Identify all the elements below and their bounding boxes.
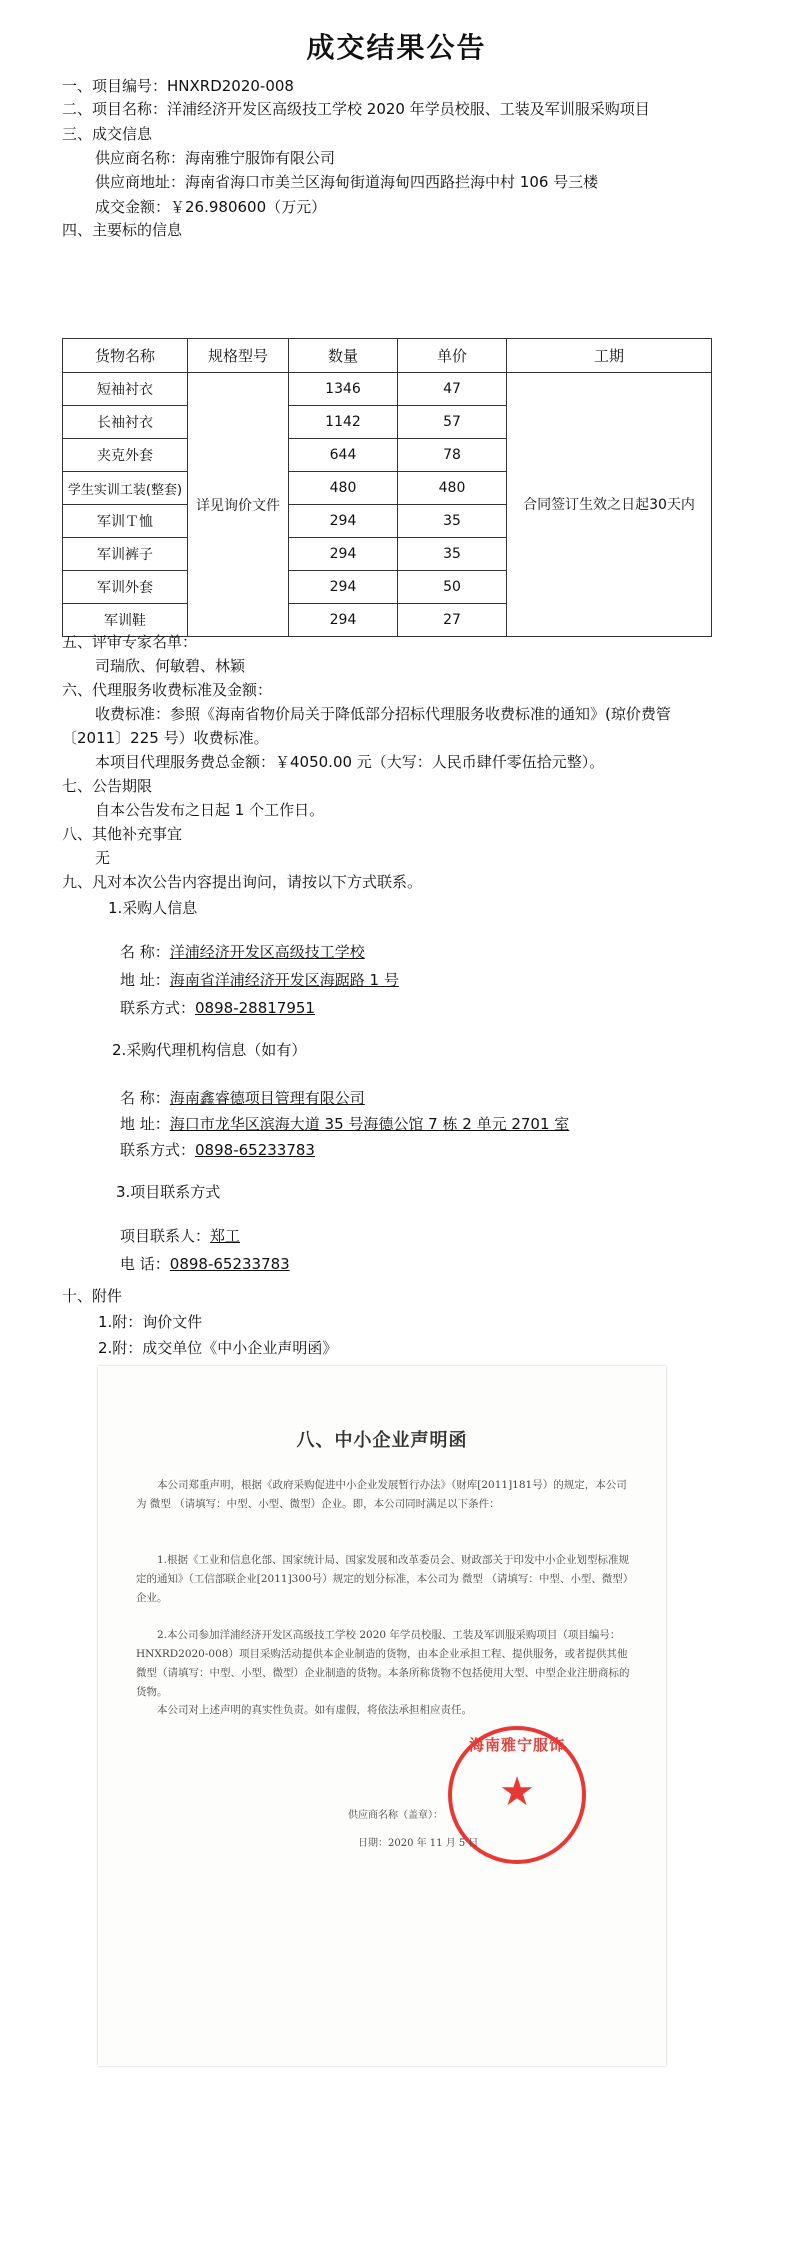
goods-name-cell: 学生实训工装(整套) — [63, 472, 188, 505]
project-number: 一、项目编号：HNXRD2020-008 — [62, 77, 294, 95]
spec-cell: 详见询价文件 — [188, 373, 289, 637]
unit-price-cell: 78 — [398, 439, 507, 472]
section-contact: 九、凡对本次公告内容提出询问，请按以下方式联系。 — [62, 873, 423, 891]
col-period: 工期 — [507, 339, 712, 373]
other-content: 无 — [95, 849, 111, 867]
project-contact-title: 3.项目联系方式 — [116, 1183, 221, 1201]
purchaser-name-value: 洋浦经济开发区高级技工学校 — [169, 943, 365, 961]
purchaser-tel: 联系方式：0898-28817951 — [120, 999, 315, 1017]
agency-name-value: 海南鑫睿德项目管理有限公司 — [169, 1089, 365, 1107]
attachment-inquiry-doc[interactable]: 1.附：询价文件 — [98, 1313, 203, 1331]
deal-amount: 成交金额：￥26.980600（万元） — [95, 198, 327, 216]
quantity-cell: 294 — [289, 538, 398, 571]
declaration-paragraph-2: 1.根据《工业和信息化部、国家统计局、国家发展和改革委员会、财政部关于印发中小企业划型标准规定的通知》（工信部联企业[2011]300号）规定的划分标准，本公司为 微型 （请填写：中型、小型、微型）企业。 — [136, 1554, 630, 1604]
agency-name: 名 称：海南鑫睿德项目管理有限公司 — [120, 1089, 365, 1107]
goods-table — [62, 338, 712, 637]
agency-address: 地 址：海口市龙华区滨海大道 35 号海德公馆 7 栋 2 单元 2701 室 — [120, 1115, 570, 1133]
table-header-row — [63, 339, 712, 373]
goods-name-cell: 军训外套 — [63, 571, 188, 604]
unit-price-cell: 480 — [398, 472, 507, 505]
declaration-paragraph-4: 本公司对上述声明的真实性负责。如有虚假，将依法承担相应责任。 — [157, 1704, 472, 1716]
project-contact-person: 项目联系人：郑工 — [120, 1227, 241, 1245]
page-title: 成交结果公告 — [306, 31, 487, 64]
expert-list: 司瑞欣、何敏碧、林颖 — [95, 657, 246, 675]
section-other: 八、其他补充事宜 — [62, 825, 183, 843]
col-quantity: 数量 — [289, 339, 398, 373]
section-agency-fee: 六、代理服务收费标准及金额： — [62, 681, 273, 699]
section-notice-period: 七、公告期限 — [62, 777, 153, 795]
col-spec: 规格型号 — [188, 339, 289, 373]
goods-name-cell: 长袖衬衣 — [63, 406, 188, 439]
goods-name-cell: 军训鞋 — [63, 604, 188, 637]
goods-name-cell: 军训裤子 — [63, 538, 188, 571]
fee-standard-line1: 收费标准：参照《海南省物价局关于降低部分招标代理服务收费标准的通知》(琼价费管 — [95, 705, 671, 723]
agency-address-value: 海口市龙华区滨海大道 35 号海德公馆 7 栋 2 单元 2701 室 — [169, 1115, 570, 1133]
quantity-cell: 1346 — [289, 373, 398, 406]
supplier-name: 供应商名称：海南雅宁服饰有限公司 — [95, 149, 336, 167]
project-contact-tel-value: 0898-65233783 — [169, 1255, 290, 1273]
section-main-items: 四、主要标的信息 — [62, 221, 183, 239]
goods-name-cell: 军训Ｔ恤 — [63, 505, 188, 538]
notice-period: 自本公告发布之日起 1 个工作日。 — [95, 801, 325, 819]
unit-price-cell: 35 — [398, 538, 507, 571]
quantity-cell: 294 — [289, 571, 398, 604]
purchaser-info-title: 1.采购人信息 — [108, 899, 198, 917]
table-row — [63, 373, 712, 406]
section-deal-info: 三、成交信息 — [62, 125, 153, 143]
quantity-cell: 294 — [289, 505, 398, 538]
agency-info-title: 2.采购代理机构信息（如有） — [112, 1041, 307, 1059]
purchaser-address-value: 海南省洋浦经济开发区海踞路 1 号 — [169, 971, 399, 989]
goods-name-cell: 夹克外套 — [63, 439, 188, 472]
seal-text: 海南雅宁服饰 — [468, 1736, 565, 1754]
unit-price-cell: 50 — [398, 571, 507, 604]
goods-name-cell: 短袖衬衣 — [63, 373, 188, 406]
col-unit-price: 单价 — [398, 339, 507, 373]
declaration-title: 八、中小企业声明函 — [296, 1430, 468, 1451]
sme-declaration-scan — [98, 1366, 666, 2066]
col-goods-name: 货物名称 — [63, 339, 188, 373]
declaration-signature-label: 供应商名称（盖章）： — [348, 1810, 443, 1821]
section-attachments: 十、附件 — [62, 1287, 123, 1305]
quantity-cell: 480 — [289, 472, 398, 505]
supplier-address: 供应商地址：海南省海口市美兰区海甸街道海甸四西路拦海中村 106 号三楼 — [95, 173, 599, 191]
project-contact-tel: 电 话：0898-65233783 — [120, 1255, 290, 1273]
project-name: 二、项目名称：洋浦经济开发区高级技工学校 2020 年学员校服、工装及军训服采购项目 — [62, 100, 650, 118]
attachment-sme-declaration[interactable]: 2.附：成交单位《中小企业声明函》 — [98, 1339, 338, 1357]
seal-star-icon: ★ — [499, 1769, 535, 1815]
project-contact-person-value: 郑工 — [210, 1227, 241, 1245]
quantity-cell: 1142 — [289, 406, 398, 439]
section-experts: 五、评审专家名单： — [62, 633, 198, 651]
purchaser-address: 地 址：海南省洋浦经济开发区海踞路 1 号 — [120, 971, 399, 989]
unit-price-cell: 47 — [398, 373, 507, 406]
declaration-paragraph-1: 本公司郑重声明，根据《政府采购促进中小企业发展暂行办法》（财库[2011]181号）的规定，本公司为 微型 （请填写：中型、小型、微型）企业。即，本公司同时满足以下条件： — [136, 1479, 627, 1510]
declaration-paragraph-3: 2.本公司参加洋浦经济开发区高级技工学校 2020 年学员校服、工装及军训服采购项目（项目编号：HNXRD2020-008）项目采购活动提供本企业制造的货物，由本企业承担工程、提供服务，或者提供其他微型（请填写：中型、小型、微型）企业制造的货物。本条所称货物不包括使用大型、中型企业注册商标的货物。 — [136, 1629, 630, 1698]
purchaser-tel-value: 0898-28817951 — [195, 999, 315, 1017]
period-cell: 合同签订生效之日起30天内 — [507, 373, 712, 637]
unit-price-cell: 35 — [398, 505, 507, 538]
agency-tel: 联系方式：0898-65233783 — [120, 1141, 315, 1159]
fee-standard-line2: 〔2011〕225 号）收费标准。 — [62, 729, 269, 747]
quantity-cell: 644 — [289, 439, 398, 472]
unit-price-cell: 57 — [398, 406, 507, 439]
unit-price-cell: 27 — [398, 604, 507, 637]
declaration-date: 日期：2020 年 11 月 5 日 — [358, 1838, 479, 1849]
agency-tel-value: 0898-65233783 — [195, 1141, 315, 1159]
quantity-cell: 294 — [289, 604, 398, 637]
purchaser-name: 名 称：洋浦经济开发区高级技工学校 — [120, 943, 365, 961]
fee-total: 本项目代理服务费总金额：￥4050.00 元（大写：人民币肆仟零伍拾元整）。 — [95, 753, 605, 771]
